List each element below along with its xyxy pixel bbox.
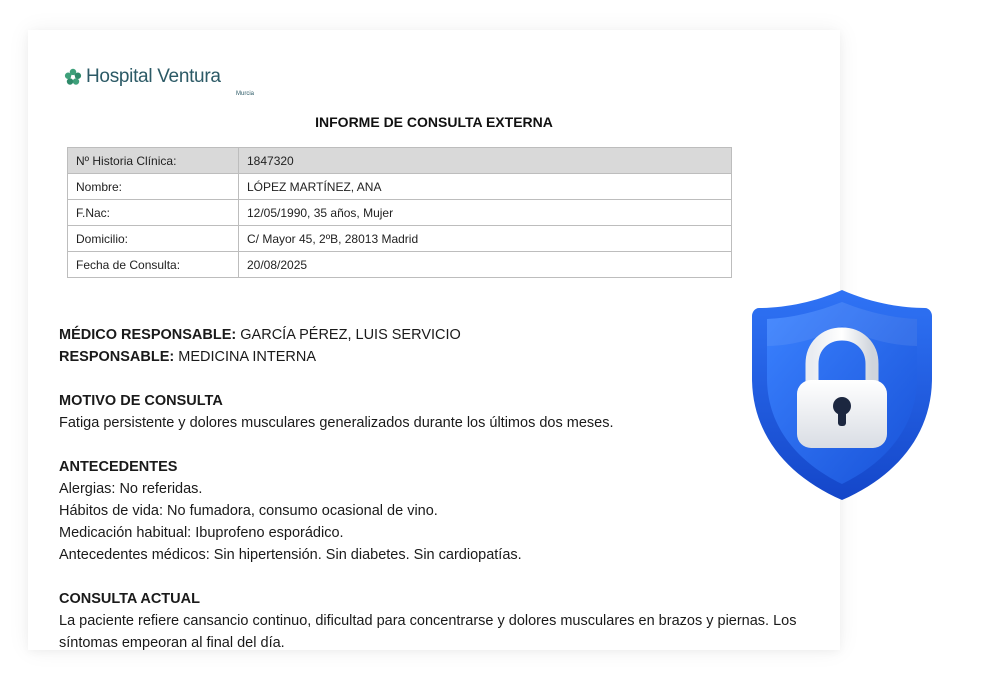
hospital-city: Murcia [236, 91, 255, 97]
shield-lock-icon [749, 286, 935, 504]
flower-logo-icon [64, 68, 82, 86]
antecedentes-line: Medicación habitual: Ibuprofeno esporádico. [59, 525, 344, 541]
section-heading-antecedentes: ANTECEDENTES [59, 459, 178, 475]
row-value: 1847320 [239, 148, 732, 174]
antecedentes-line: Antecedentes médicos: Sin hipertensión. Sin diabetes. Sin cardiopatías. [59, 547, 522, 563]
row-label: F.Nac: [68, 200, 239, 226]
report-body [59, 324, 819, 650]
service-value: MEDICINA INTERNA [174, 349, 317, 365]
row-value: 12/05/1990, 35 años, Mujer [239, 200, 732, 226]
report-title: INFORME DE CONSULTA EXTERNA [315, 114, 553, 130]
service-label: RESPONSABLE: [59, 349, 175, 365]
doctor-value: GARCÍA PÉREZ, LUIS SERVICIO [236, 327, 461, 343]
consulta-actual-text: La paciente refiere cansancio continuo, dificultad para concentrarse y dolores musculares en brazos y piernas. Los síntomas empeoran al final del día. [59, 613, 797, 650]
hospital-logo [64, 66, 255, 100]
row-value: LÓPEZ MARTÍNEZ, ANA [239, 174, 732, 200]
table-row [68, 252, 732, 278]
row-label: Nombre: [68, 174, 239, 200]
row-label: Nº Historia Clínica: [68, 148, 239, 174]
responsible-doctor-line [59, 324, 819, 346]
row-label: Fecha de Consulta: [68, 252, 239, 278]
hospital-name: Hospital Ventura [86, 66, 221, 87]
row-value: C/ Mayor 45, 2ºB, 28013 Madrid [239, 226, 732, 252]
antecedentes-line: Alergias: No referidas. [59, 481, 203, 497]
patient-info-table [67, 147, 732, 278]
table-row [68, 200, 732, 226]
medical-report-document [28, 30, 840, 650]
table-row [68, 226, 732, 252]
section-heading-consulta-actual: CONSULTA ACTUAL [59, 591, 200, 607]
row-value: 20/08/2025 [239, 252, 732, 278]
section-heading-motivo: MOTIVO DE CONSULTA [59, 393, 223, 409]
antecedentes-line: Hábitos de vida: No fumadora, consumo ocasional de vino. [59, 503, 438, 519]
doctor-label: MÉDICO RESPONSABLE: [59, 327, 237, 343]
responsible-service-line [59, 346, 819, 368]
motivo-text: Fatiga persistente y dolores musculares generalizados durante los últimos dos meses. [59, 415, 614, 431]
table-row [68, 174, 732, 200]
table-row [68, 148, 732, 174]
row-label: Domicilio: [68, 226, 239, 252]
